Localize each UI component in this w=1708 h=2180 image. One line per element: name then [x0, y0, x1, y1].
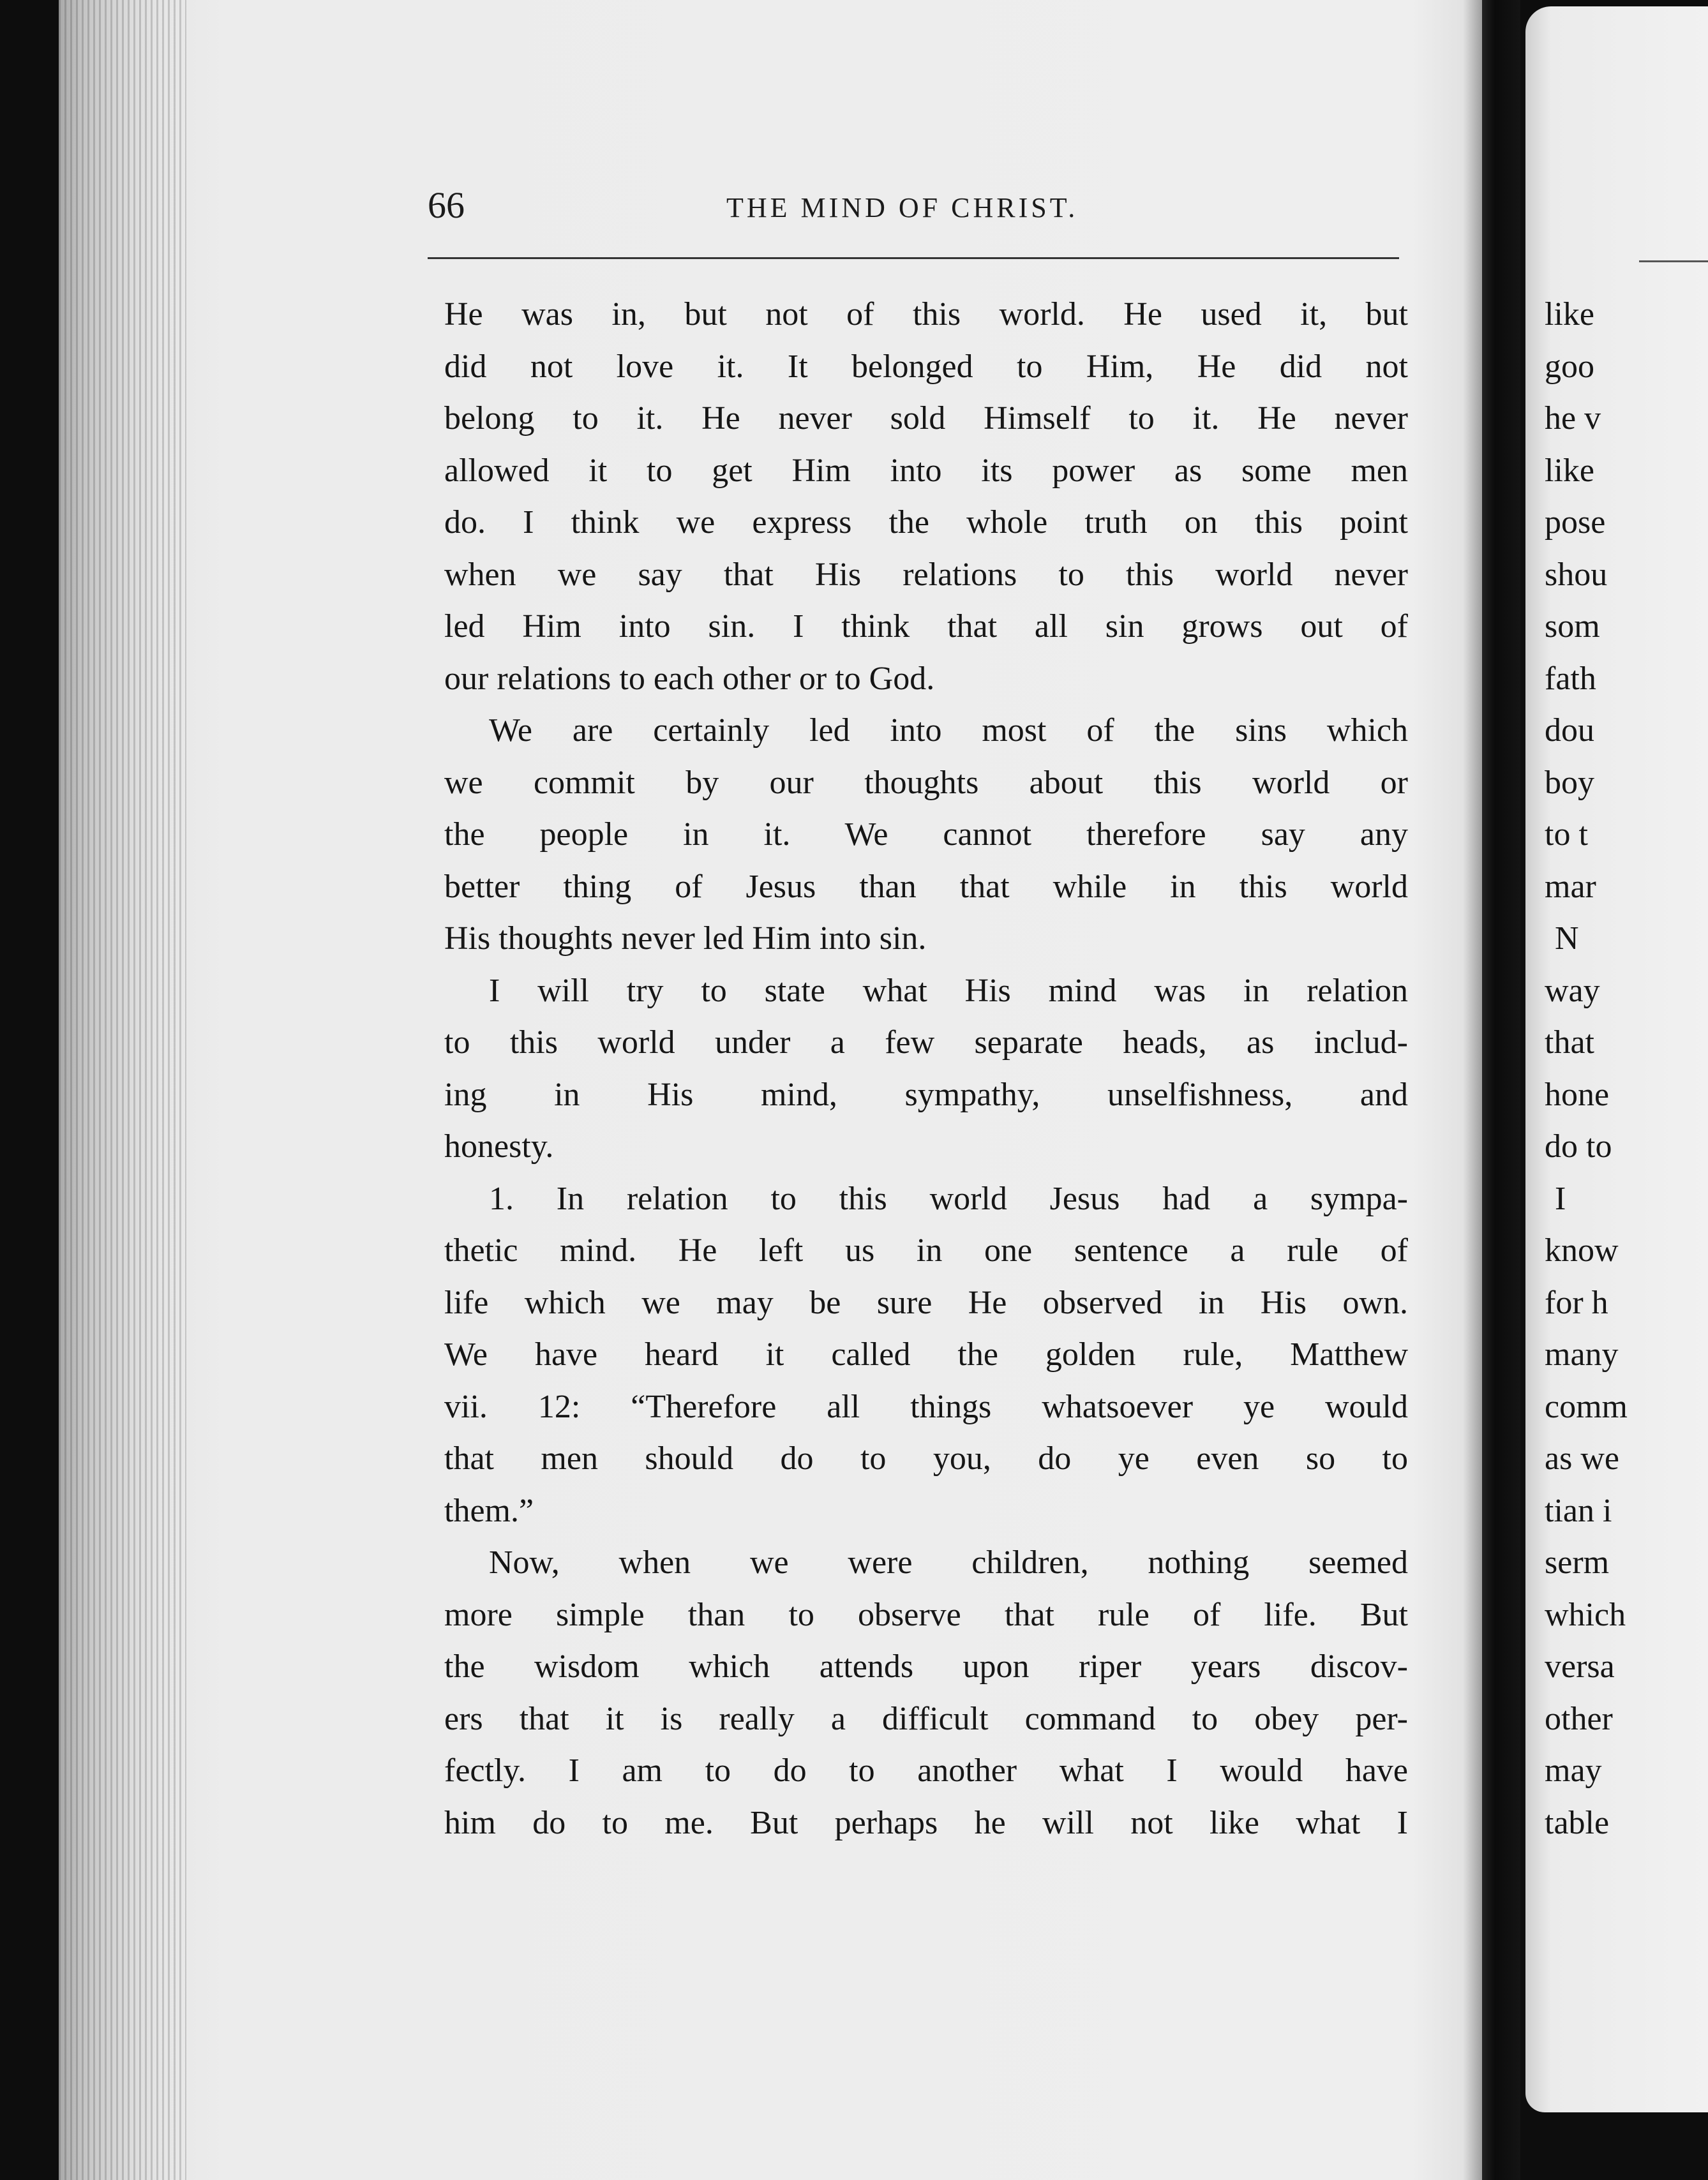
facing-line: to t: [1545, 816, 1588, 853]
text-line: His thoughts never led Him into sin.: [444, 920, 927, 957]
facing-line: comm: [1545, 1388, 1628, 1425]
text-line: vii. 12: “Therefore all things whatsoever ye would: [444, 1388, 1408, 1425]
page-number: 66: [428, 184, 465, 226]
facing-line: other: [1545, 1700, 1613, 1737]
facing-line: goo: [1545, 348, 1594, 385]
text-line: them.”: [444, 1492, 534, 1529]
facing-line: I: [1555, 1180, 1566, 1217]
facing-line: som: [1545, 608, 1600, 645]
text-line: We have heard it called the golden rule, Matthew: [444, 1336, 1408, 1373]
text-line: do. I think we express the whole truth on this point: [444, 504, 1408, 541]
facing-line: like: [1545, 296, 1594, 332]
page-header: [428, 180, 1398, 231]
facing-line: that: [1545, 1024, 1594, 1061]
text-line: the people in it. We cannot therefore say any: [444, 816, 1408, 853]
text-line: ers that it is really a difficult command to obey per-: [444, 1700, 1408, 1737]
text-line: I will try to state what His mind was in relation: [489, 972, 1408, 1009]
facing-line: fath: [1545, 660, 1596, 697]
book-gutter: [1482, 0, 1520, 2180]
facing-line: dou: [1545, 712, 1594, 749]
text-line: He was in, but not of this world. He used it, but: [444, 296, 1408, 332]
text-line: our relations to each other or to God.: [444, 660, 935, 697]
facing-line: for h: [1545, 1284, 1608, 1321]
facing-line: serm: [1545, 1544, 1610, 1581]
text-line: fectly. I am to do to another what I would have: [444, 1752, 1408, 1789]
text-line: when we say that His relations to this world never: [444, 556, 1408, 593]
facing-line: as we: [1545, 1440, 1619, 1477]
text-line: allowed it to get Him into its power as some men: [444, 452, 1408, 489]
text-line: thetic mind. He left us in one sentence a rule of: [444, 1232, 1408, 1269]
running-head: THE MIND OF CHRIST.: [726, 192, 1079, 223]
facing-line: like: [1545, 452, 1594, 489]
text-line: ing in His mind, sympathy, unselfishness, and: [444, 1076, 1408, 1113]
header-rule: [428, 257, 1399, 259]
facing-line: know: [1545, 1232, 1619, 1269]
facing-line: mar: [1545, 868, 1596, 905]
facing-line: versa: [1545, 1648, 1615, 1685]
facing-line: he v: [1545, 400, 1601, 437]
facing-line: way: [1545, 972, 1600, 1009]
text-line: the wisdom which attends upon riper years discov-: [444, 1648, 1408, 1685]
facing-line: do to: [1545, 1128, 1612, 1165]
text-line: led Him into sin. I think that all sin grows out of: [444, 608, 1408, 645]
text-line: 1. In relation to this world Jesus had a sympa-: [489, 1180, 1408, 1217]
facing-line: tian i: [1545, 1492, 1612, 1529]
text-line: him do to me. But perhaps he will not like what I: [444, 1804, 1408, 1841]
text-line: that men should do to you, do ye even so to: [444, 1440, 1408, 1477]
text-line: life which we may be sure He observed in His own.: [444, 1284, 1408, 1321]
facing-line: hone: [1545, 1076, 1610, 1113]
text-line: better thing of Jesus than that while in this world: [444, 868, 1408, 905]
text-line: belong to it. He never sold Himself to it. He never: [444, 400, 1408, 437]
text-line: Now, when we were children, nothing seemed: [489, 1544, 1408, 1581]
facing-page-text: [1545, 288, 1628, 1849]
facing-line: may: [1545, 1752, 1602, 1789]
text-line: we commit by our thoughts about this world or: [444, 764, 1408, 801]
facing-line: which: [1545, 1596, 1626, 1633]
text-line: did not love it. It belonged to Him, He did not: [444, 348, 1408, 385]
text-line: more simple than to observe that rule of life. But: [444, 1596, 1408, 1633]
facing-page-rule: [1639, 260, 1708, 262]
facing-line: boy: [1545, 764, 1594, 801]
facing-line: pose: [1545, 504, 1606, 541]
page-edges: [59, 0, 186, 2180]
facing-line: many: [1545, 1336, 1619, 1373]
text-line: We are certainly led into most of the sins which: [489, 712, 1408, 749]
body-text: [444, 288, 1408, 1849]
facing-line: N: [1555, 920, 1579, 957]
facing-line: shou: [1545, 556, 1608, 593]
facing-line: table: [1545, 1804, 1610, 1841]
text-line: to this world under a few separate heads, as includ-: [444, 1024, 1408, 1061]
text-line: honesty.: [444, 1128, 554, 1165]
